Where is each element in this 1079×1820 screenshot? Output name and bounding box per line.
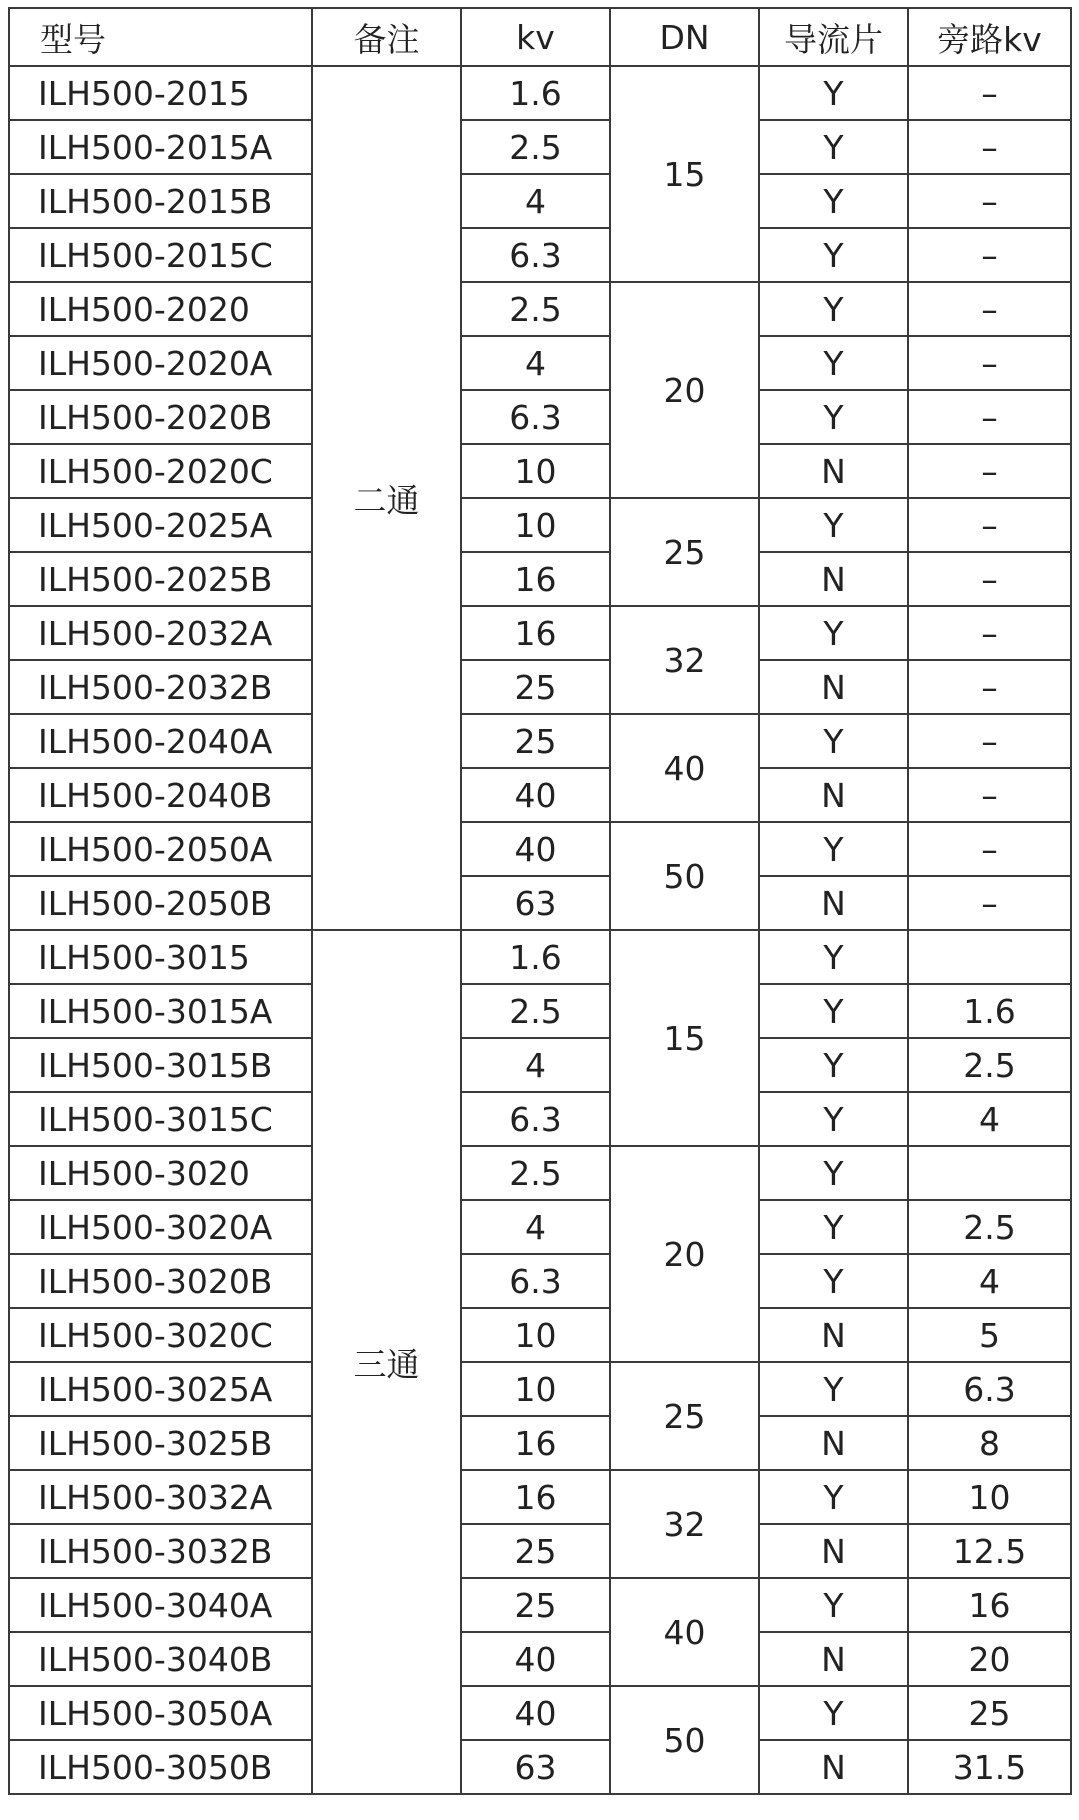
flow-plate-cell: Y [759,1362,908,1416]
flow-plate-cell: Y [759,336,908,390]
kv-cell: 25 [461,1524,610,1578]
dn-cell: 20 [610,282,759,498]
flow-plate-cell: N [759,1416,908,1470]
table-row [9,1686,1071,1740]
flow-plate-cell: Y [759,1578,908,1632]
dn-cell: 40 [610,714,759,822]
flow-plate-cell: Y [759,1470,908,1524]
flow-plate-cell: N [759,660,908,714]
kv-cell: 4 [461,174,610,228]
table-body [9,66,1071,1794]
model-cell: ILH500-3032B [9,1524,312,1578]
table-row [9,1578,1071,1632]
model-cell: ILH500-2032B [9,660,312,714]
model-cell: ILH500-2025B [9,552,312,606]
bypass-kv-cell: – [908,174,1071,228]
kv-cell: 10 [461,498,610,552]
bypass-kv-cell: – [908,822,1071,876]
kv-cell: 16 [461,1470,610,1524]
flow-plate-cell: N [759,1740,908,1794]
bypass-kv-cell: – [908,552,1071,606]
table-row [9,390,1071,444]
flow-plate-cell: Y [759,984,908,1038]
kv-cell: 40 [461,1686,610,1740]
bypass-kv-cell: – [908,660,1071,714]
flow-plate-cell: Y [759,714,908,768]
flow-plate-cell: Y [759,606,908,660]
bypass-kv-cell: 12.5 [908,1524,1071,1578]
model-cell: ILH500-2015B [9,174,312,228]
kv-cell: 25 [461,1578,610,1632]
model-cell: ILH500-2015C [9,228,312,282]
model-cell: ILH500-3020A [9,1200,312,1254]
bypass-kv-cell: 1.6 [908,984,1071,1038]
kv-cell: 10 [461,444,610,498]
bypass-kv-cell [908,930,1071,984]
bypass-kv-cell: – [908,714,1071,768]
model-cell: ILH500-2020A [9,336,312,390]
dn-cell: 20 [610,1146,759,1362]
kv-cell: 63 [461,1740,610,1794]
table-row [9,282,1071,336]
table-row [9,1254,1071,1308]
bypass-kv-cell: – [908,444,1071,498]
model-cell: ILH500-3032A [9,1470,312,1524]
table-row [9,444,1071,498]
model-cell: ILH500-3020B [9,1254,312,1308]
model-cell: ILH500-2040A [9,714,312,768]
table-row [9,1200,1071,1254]
bypass-kv-cell: 6.3 [908,1362,1071,1416]
flow-plate-cell: Y [759,174,908,228]
flow-plate-cell: Y [759,930,908,984]
kv-cell: 10 [461,1362,610,1416]
table-row [9,1632,1071,1686]
bypass-kv-cell: – [908,282,1071,336]
flow-plate-cell: Y [759,1254,908,1308]
model-cell: ILH500-3015A [9,984,312,1038]
kv-cell: 6.3 [461,228,610,282]
spec-table [8,7,1072,1795]
model-cell: ILH500-2050B [9,876,312,930]
model-cell: ILH500-3015C [9,1092,312,1146]
table-row [9,1308,1071,1362]
flow-plate-cell: Y [759,1200,908,1254]
table-row [9,66,1071,120]
flow-plate-cell: Y [759,822,908,876]
dn-cell: 15 [610,66,759,282]
flow-plate-cell: N [759,876,908,930]
dn-cell: 32 [610,1470,759,1578]
model-cell: ILH500-2050A [9,822,312,876]
bypass-kv-cell: – [908,606,1071,660]
table-row [9,174,1071,228]
table-row [9,498,1071,552]
table-row [9,1740,1071,1794]
dn-cell: 15 [610,930,759,1146]
model-cell: ILH500-3025A [9,1362,312,1416]
bypass-kv-cell: – [908,336,1071,390]
table-row [9,1416,1071,1470]
flow-plate-cell: Y [759,390,908,444]
kv-cell: 6.3 [461,1254,610,1308]
flow-plate-cell: N [759,552,908,606]
model-cell: ILH500-3020C [9,1308,312,1362]
header-row [9,8,1071,66]
kv-cell: 1.6 [461,930,610,984]
kv-cell: 40 [461,1632,610,1686]
model-cell: ILH500-3050B [9,1740,312,1794]
flow-plate-cell: Y [759,228,908,282]
kv-cell: 2.5 [461,282,610,336]
header-flow-plate: 导流片 [759,8,908,66]
bypass-kv-cell [908,1146,1071,1200]
table-row [9,1146,1071,1200]
table-row [9,714,1071,768]
table-row [9,1038,1071,1092]
table-row [9,822,1071,876]
table-row [9,1362,1071,1416]
kv-cell: 2.5 [461,120,610,174]
model-cell: ILH500-2020C [9,444,312,498]
table-row [9,1092,1071,1146]
flow-plate-cell: N [759,444,908,498]
flow-plate-cell: N [759,1632,908,1686]
table-row [9,552,1071,606]
bypass-kv-cell: 31.5 [908,1740,1071,1794]
kv-cell: 2.5 [461,1146,610,1200]
model-cell: ILH500-3050A [9,1686,312,1740]
model-cell: ILH500-3015B [9,1038,312,1092]
header-dn: DN [610,8,759,66]
model-cell: ILH500-2015A [9,120,312,174]
table-row [9,768,1071,822]
model-cell: ILH500-3040B [9,1632,312,1686]
bypass-kv-cell: 5 [908,1308,1071,1362]
kv-cell: 2.5 [461,984,610,1038]
flow-plate-cell: Y [759,1146,908,1200]
bypass-kv-cell: 8 [908,1416,1071,1470]
dn-cell: 40 [610,1578,759,1686]
model-cell: ILH500-2020B [9,390,312,444]
note-cell: 三通 [312,930,461,1794]
bypass-kv-cell: 4 [908,1254,1071,1308]
model-cell: ILH500-3040A [9,1578,312,1632]
bypass-kv-cell: 4 [908,1092,1071,1146]
bypass-kv-cell: – [908,66,1071,120]
table-row [9,228,1071,282]
dn-cell: 50 [610,1686,759,1794]
table-row [9,660,1071,714]
flow-plate-cell: Y [759,66,908,120]
table-row [9,930,1071,984]
kv-cell: 63 [461,876,610,930]
kv-cell: 16 [461,606,610,660]
kv-cell: 4 [461,1200,610,1254]
table-header [9,8,1071,66]
model-cell: ILH500-2032A [9,606,312,660]
kv-cell: 40 [461,768,610,822]
table-row [9,1524,1071,1578]
flow-plate-cell: Y [759,282,908,336]
model-cell: ILH500-2020 [9,282,312,336]
bypass-kv-cell: 2.5 [908,1200,1071,1254]
model-cell: ILH500-3020 [9,1146,312,1200]
dn-cell: 50 [610,822,759,930]
flow-plate-cell: Y [759,1038,908,1092]
bypass-kv-cell: – [908,498,1071,552]
table-row [9,336,1071,390]
bypass-kv-cell: 16 [908,1578,1071,1632]
table-row [9,606,1071,660]
note-cell: 二通 [312,66,461,930]
model-cell: ILH500-3025B [9,1416,312,1470]
kv-cell: 6.3 [461,390,610,444]
header-model: 型号 [9,8,312,66]
kv-cell: 4 [461,1038,610,1092]
model-cell: ILH500-3015 [9,930,312,984]
dn-cell: 25 [610,1362,759,1470]
table-row [9,984,1071,1038]
flow-plate-cell: Y [759,1686,908,1740]
table-row [9,120,1071,174]
kv-cell: 16 [461,1416,610,1470]
kv-cell: 6.3 [461,1092,610,1146]
bypass-kv-cell: 10 [908,1470,1071,1524]
kv-cell: 40 [461,822,610,876]
model-cell: ILH500-2040B [9,768,312,822]
bypass-kv-cell: – [908,228,1071,282]
bypass-kv-cell: – [908,768,1071,822]
kv-cell: 25 [461,660,610,714]
bypass-kv-cell: 25 [908,1686,1071,1740]
flow-plate-cell: N [759,1308,908,1362]
bypass-kv-cell: – [908,120,1071,174]
kv-cell: 16 [461,552,610,606]
header-kv: kv [461,8,610,66]
model-cell: ILH500-2015 [9,66,312,120]
table-row [9,876,1071,930]
kv-cell: 10 [461,1308,610,1362]
bypass-kv-cell: – [908,390,1071,444]
bypass-kv-cell: 2.5 [908,1038,1071,1092]
kv-cell: 25 [461,714,610,768]
table-row [9,1470,1071,1524]
flow-plate-cell: Y [759,1092,908,1146]
bypass-kv-cell: 20 [908,1632,1071,1686]
flow-plate-cell: Y [759,498,908,552]
model-cell: ILH500-2025A [9,498,312,552]
header-bypass-kv: 旁路kv [908,8,1071,66]
header-note: 备注 [312,8,461,66]
dn-cell: 32 [610,606,759,714]
flow-plate-cell: Y [759,120,908,174]
dn-cell: 25 [610,498,759,606]
flow-plate-cell: N [759,768,908,822]
kv-cell: 1.6 [461,66,610,120]
bypass-kv-cell: – [908,876,1071,930]
kv-cell: 4 [461,336,610,390]
flow-plate-cell: N [759,1524,908,1578]
